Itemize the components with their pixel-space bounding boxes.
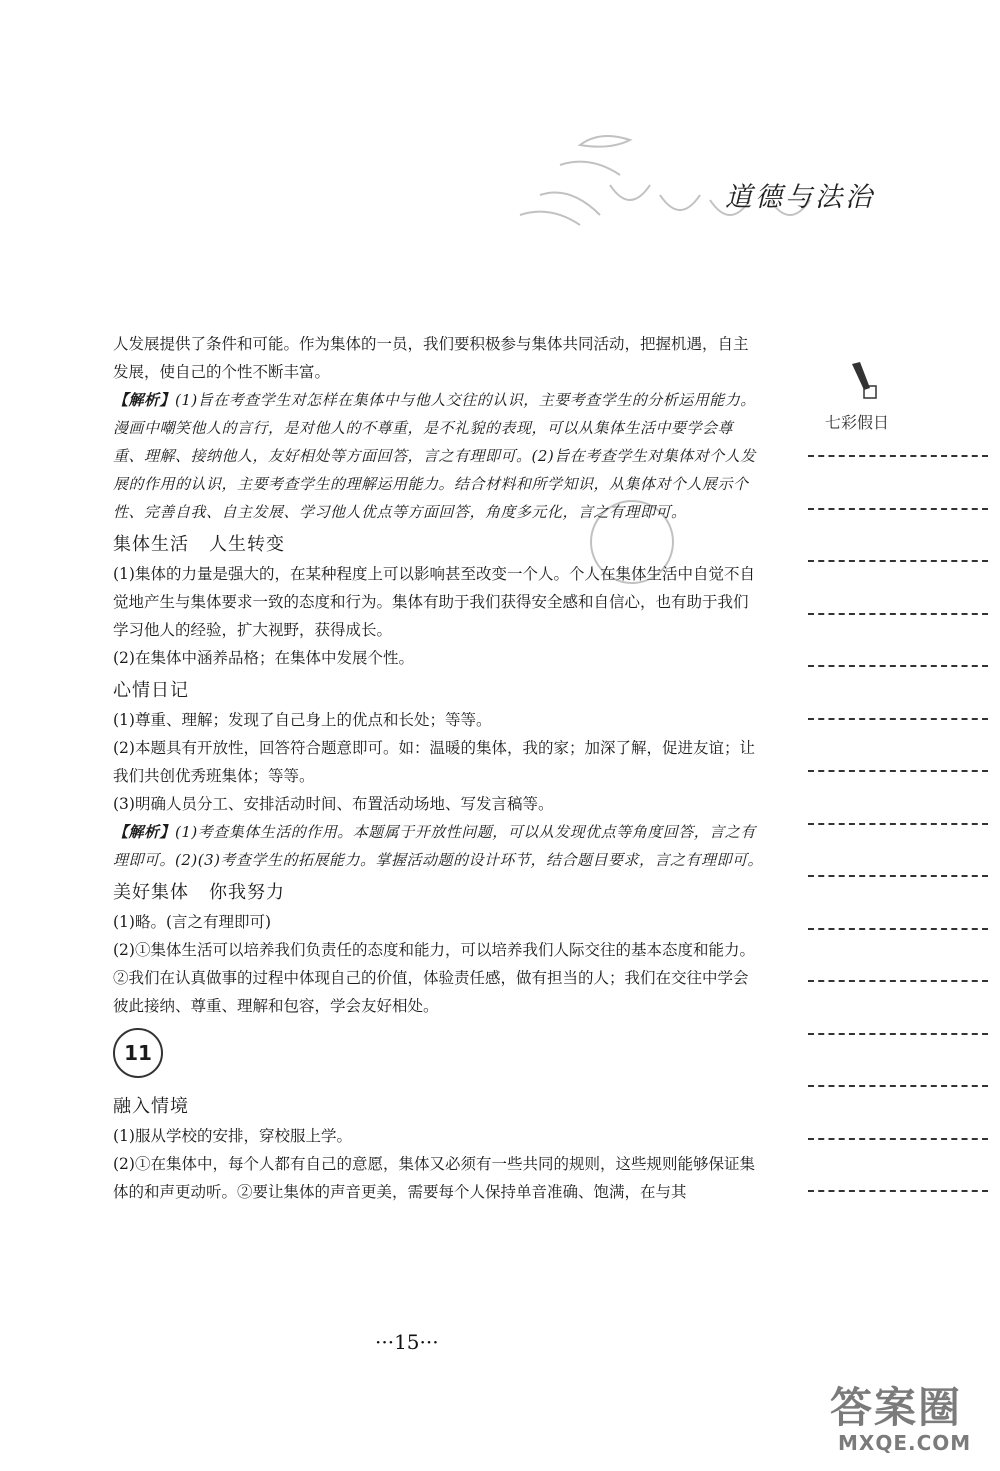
note-line — [808, 665, 988, 667]
subject-title: 道德与法治 — [725, 182, 875, 213]
analysis-text: (1)考查集体生活的作用。本题属于开放性问题，可以从发现优点等角度回答，言之有理即可。(2)(3)考查学生的拓展能力。掌握活动题的设计环节，结合题目要求，言之有理即可。 — [113, 823, 763, 869]
section-title: 心情日记 — [113, 680, 189, 701]
answer-item: (2)在集体中涵养品格；在集体中发展个性。 — [113, 649, 414, 667]
answer-item: (1)略。(言之有理即可) — [113, 913, 272, 931]
section-title-part: 人生转变 — [209, 534, 285, 555]
note-line — [808, 718, 988, 720]
note-line — [808, 1190, 988, 1192]
answer-content — [113, 330, 763, 1206]
watermark-url: MXQE.COM — [838, 1431, 972, 1455]
note-line — [808, 1033, 988, 1035]
answer-item: (1)尊重、理解；发现了自己身上的优点和长处；等等。 — [113, 711, 492, 729]
analysis-text: (1)旨在考查学生对怎样在集体中与他人交往的认识，主要考查学生的分析运用能力。漫画中嘲笑他人的言行，是对他人的不尊重，是不礼貌的表现，可以从集体生活中要学会尊重、理解、接纳他人，友好相处等方面回答，言之有理即可。(2)旨在考查学生对集体对个人发展的作用的认识，主要考查学生的理解运用能力。结合材料和所学知识，从集体对个人展示个性、完善自我、自主发展、学习他人优点等方面回答，角度多元化，言之有理即可。 — [113, 391, 756, 521]
answer-item: (3)明确人员分工、安排活动时间、布置活动场地、写发言稿等。 — [113, 795, 554, 813]
note-line — [808, 823, 988, 825]
answer-item: (1)集体的力量是强大的，在某种程度上可以影响甚至改变一个人。个人在集体生活中自觉不自觉地产生与集体要求一致的态度和行为。集体有助于我们获得安全感和自信心，也有助于我们学习他人的经验，扩大视野，获得成长。 — [113, 565, 755, 639]
page-number: ···15··· — [375, 1330, 439, 1354]
section-title-part: 美好集体 — [113, 882, 189, 903]
section-title-part: 你我努力 — [209, 882, 285, 903]
analysis-tag: 【解析】 — [113, 823, 176, 841]
side-label: 七彩假日 — [825, 413, 890, 432]
note-line — [808, 875, 988, 877]
section-title-part: 集体生活 — [113, 534, 189, 555]
analysis-tag: 【解析】 — [113, 391, 176, 409]
note-line — [808, 508, 988, 510]
note-lines — [808, 455, 988, 1243]
section-title — [113, 530, 763, 560]
note-line — [808, 613, 988, 615]
note-line — [808, 980, 988, 982]
corner-watermark-logo — [830, 1375, 971, 1455]
note-line — [808, 928, 988, 930]
answer-item: (2)①集体生活可以培养我们负责任的态度和能力，可以培养我们人际交往的基本态度和能力。②我们在认真做事的过程中体现自己的价值，体验责任感，做有担当的人；我们在交往中学会彼此接纳、尊重、理解和包容，学会友好相处。 — [113, 941, 755, 1015]
note-line — [808, 560, 988, 562]
answer-item: (2)①在集体中，每个人都有自己的意愿，集体又必须有一些共同的规则，这些规则能够保证集体的和声更动听。②要让集体的声音更美，需要每个人保持单音准确、饱满，在与其 — [113, 1155, 755, 1201]
answer-item: (2)本题具有开放性，回答符合题意即可。如：温暖的集体，我的家；加深了解，促进友谊；让我们共创优秀班集体；等等。 — [113, 739, 755, 785]
note-line — [808, 1138, 988, 1140]
analysis-paragraph — [113, 386, 763, 526]
answer-item: (1)服从学校的安排，穿校服上学。 — [113, 1127, 352, 1145]
note-line — [808, 455, 988, 457]
pen-icon — [848, 360, 878, 400]
watermark-text: 答案圈 — [830, 1383, 963, 1432]
lesson-number-badge: 11 — [113, 1028, 163, 1078]
analysis-paragraph — [113, 818, 763, 874]
section-title — [113, 878, 763, 908]
paragraph: 人发展提供了条件和可能。作为集体的一员，我们要积极参与集体共同活动，把握机遇，自主发展，使自己的个性不断丰富。 — [113, 335, 749, 381]
note-line — [808, 1085, 988, 1087]
section-title: 融入情境 — [113, 1096, 189, 1117]
note-line — [808, 770, 988, 772]
